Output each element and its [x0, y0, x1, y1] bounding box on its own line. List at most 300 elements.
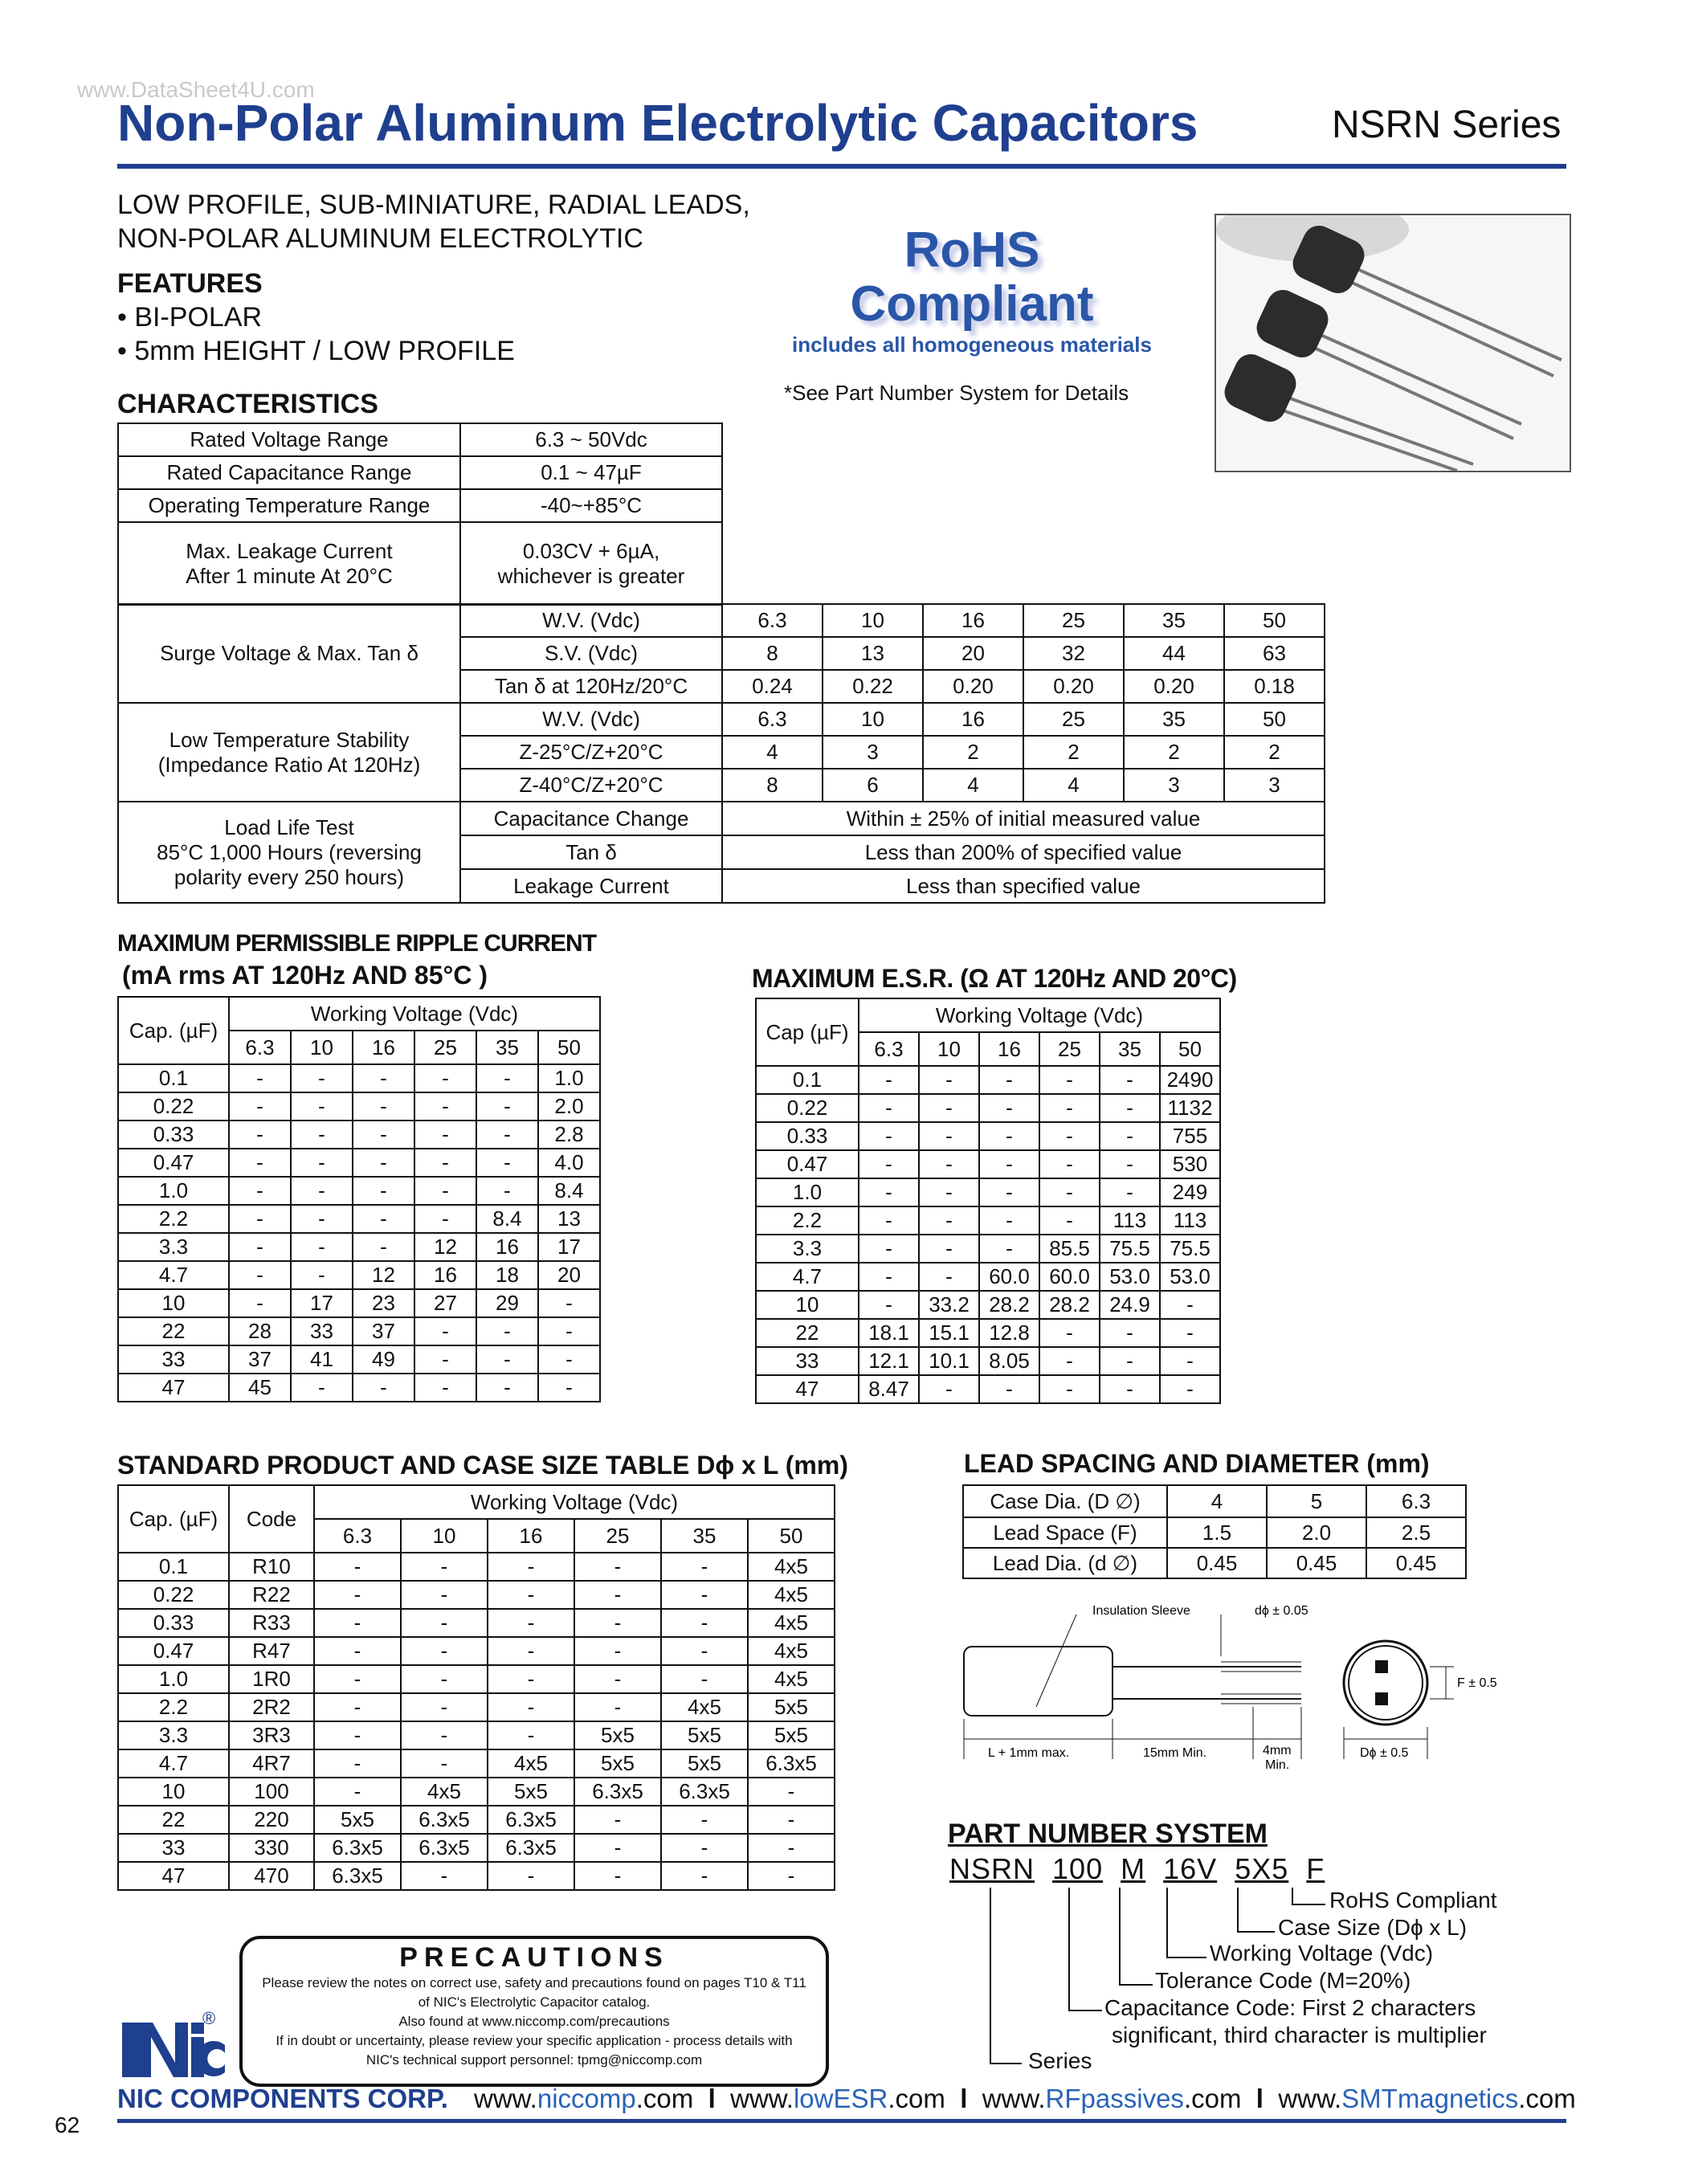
esr-value-cell: - [979, 1094, 1039, 1122]
esr-value-cell: - [979, 1206, 1039, 1235]
surge-sv: 8 [722, 637, 823, 670]
case-cap-cell: 2.2 [118, 1693, 229, 1721]
case-cap-header: Cap. (µF) [118, 1485, 229, 1553]
case-value-cell: 5x5 [574, 1721, 661, 1749]
esr-value-cell: 12.8 [979, 1319, 1039, 1347]
surge-wv: 25 [1023, 604, 1124, 637]
case-value-cell: R47 [229, 1637, 314, 1665]
esr-cap-cell: 0.47 [756, 1150, 859, 1178]
ripple-cap-cell: 0.22 [118, 1092, 229, 1121]
esr-voltage-header: 6.3 [859, 1032, 919, 1066]
case-value-cell: - [488, 1721, 574, 1749]
ripple-value-cell: - [291, 1233, 353, 1261]
pns-label: Case Size (Dϕ x L) [1278, 1915, 1468, 1940]
esr-voltage-header: 50 [1160, 1032, 1220, 1066]
leakage-value [460, 522, 722, 605]
esr-value-cell: 530 [1160, 1150, 1220, 1178]
case-value-cell: 5x5 [661, 1749, 748, 1778]
load-life-label [118, 802, 460, 903]
case-value-cell: - [401, 1862, 488, 1890]
ripple-value-cell: 20 [538, 1261, 600, 1289]
table-row [756, 1347, 1220, 1375]
esr-value-cell: - [919, 1263, 979, 1291]
ripple-value-cell: 29 [476, 1289, 538, 1317]
lead-cell: 5 [1267, 1485, 1366, 1517]
z25-label: Z-25°C/Z+20°C [460, 736, 722, 769]
case-value-cell: 4x5 [748, 1665, 835, 1693]
case-cap-cell: 0.47 [118, 1637, 229, 1665]
case-value-cell: - [661, 1581, 748, 1609]
esr-value-cell: 28.2 [1039, 1291, 1100, 1319]
pns-tol: M [1121, 1852, 1146, 1885]
esr-value-cell: 15.1 [919, 1319, 979, 1347]
table-row [118, 1749, 835, 1778]
table-row [756, 1263, 1220, 1291]
surge-sv: 44 [1124, 637, 1224, 670]
esr-cap-cell: 33 [756, 1347, 859, 1375]
dimension-diagram [956, 1598, 1534, 1783]
table-row [118, 1862, 835, 1890]
case-value-cell: 100 [229, 1778, 314, 1806]
low-temp-wv: 16 [923, 703, 1023, 736]
ripple-value-cell: - [353, 1092, 414, 1121]
case-value-cell: - [401, 1637, 488, 1665]
lead-cell: Lead Dia. (d ∅) [963, 1548, 1167, 1578]
ripple-value-cell: 37 [229, 1345, 291, 1374]
pns-label: RoHS Compliant [1329, 1888, 1497, 1913]
case-value-cell: - [574, 1637, 661, 1665]
esr-value-cell: - [919, 1375, 979, 1403]
esr-value-cell: - [859, 1122, 919, 1150]
ripple-value-cell: - [353, 1121, 414, 1149]
ripple-value-cell: 23 [353, 1289, 414, 1317]
ripple-value-cell: 12 [353, 1261, 414, 1289]
case-cap-cell: 1.0 [118, 1665, 229, 1693]
case-value-cell: - [314, 1553, 401, 1581]
pns-rohs: F [1306, 1852, 1325, 1885]
op-temp-value: -40~+85°C [460, 489, 722, 522]
table-row [118, 1205, 600, 1233]
table-row [118, 1834, 835, 1862]
case-value-cell: - [314, 1749, 401, 1778]
case-value-cell: 3R3 [229, 1721, 314, 1749]
lead-cell: 1.5 [1167, 1517, 1267, 1548]
lead-cell: 0.45 [1267, 1548, 1366, 1578]
surge-wv: 10 [823, 604, 923, 637]
footer-separator: l [960, 2084, 968, 2113]
table-row [118, 1581, 835, 1609]
esr-value-cell: 75.5 [1160, 1235, 1220, 1263]
case-size-heading: STANDARD PRODUCT AND CASE SIZE TABLE Dϕ x L (mm) [117, 1451, 848, 1480]
case-cap-cell: 22 [118, 1806, 229, 1834]
z25: 2 [1023, 736, 1124, 769]
case-voltage-header: 25 [574, 1519, 661, 1553]
esr-table [755, 998, 1221, 1404]
case-value-cell: - [488, 1637, 574, 1665]
footer-link-lowesr[interactable]: www.lowESR.com [730, 2084, 945, 2113]
ripple-cap-header: Cap. (µF) [118, 997, 229, 1064]
case-value-cell: 4x5 [748, 1609, 835, 1637]
ripple-cap-cell: 0.1 [118, 1064, 229, 1092]
case-value-cell: 4R7 [229, 1749, 314, 1778]
case-value-cell: 4x5 [488, 1749, 574, 1778]
case-value-cell: - [314, 1637, 401, 1665]
characteristics-table [117, 423, 723, 606]
case-value-cell: 5x5 [748, 1693, 835, 1721]
ripple-voltage-header: 6.3 [229, 1031, 291, 1064]
ripple-value-cell: - [414, 1345, 476, 1374]
lead-cell: 2.5 [1366, 1517, 1466, 1548]
case-value-cell: 470 [229, 1862, 314, 1890]
table-row [756, 1375, 1220, 1403]
esr-value-cell: - [859, 1291, 919, 1319]
footer-separator: l [1255, 2084, 1264, 2113]
esr-value-cell: - [1100, 1347, 1160, 1375]
pns-cap: 100 [1052, 1852, 1104, 1885]
ripple-value-cell: - [291, 1205, 353, 1233]
ripple-value-cell: 12 [414, 1233, 476, 1261]
ripple-value-cell: 18 [476, 1261, 538, 1289]
load-life-label-3: polarity every 250 hours) [174, 864, 405, 889]
surge-sv: 63 [1224, 637, 1325, 670]
ripple-value-cell: - [353, 1064, 414, 1092]
rated-voltage-label: Rated Voltage Range [118, 423, 460, 456]
lead-cell: 6.3 [1366, 1485, 1466, 1517]
leakage-label-2: After 1 minute At 20°C [186, 563, 393, 588]
case-value-cell: 1R0 [229, 1665, 314, 1693]
ripple-value-cell: - [414, 1177, 476, 1205]
ripple-cap-cell: 22 [118, 1317, 229, 1345]
ripple-value-cell: - [476, 1345, 538, 1374]
footer-separator: l [708, 2084, 716, 2113]
surge-wv: 16 [923, 604, 1023, 637]
case-value-cell: - [401, 1609, 488, 1637]
pns-connector [1166, 1888, 1206, 1958]
esr-value-cell: - [859, 1150, 919, 1178]
low-temp-wv: 10 [823, 703, 923, 736]
surge-tan: 0.20 [1124, 670, 1224, 703]
pns-connector [1068, 1888, 1102, 2011]
ripple-cap-cell: 0.47 [118, 1149, 229, 1177]
pns-label: Series [1028, 2048, 1092, 2073]
pns-label: significant, third character is multiplier [1112, 2023, 1487, 2047]
low-temp-label-1: Low Temperature Stability [169, 727, 410, 752]
esr-value-cell: 28.2 [979, 1291, 1039, 1319]
ripple-value-cell: - [229, 1177, 291, 1205]
case-value-cell: 4x5 [748, 1637, 835, 1665]
case-value-cell: 5x5 [488, 1778, 574, 1806]
case-value-cell: - [314, 1721, 401, 1749]
case-cap-cell: 0.1 [118, 1553, 229, 1581]
footer-link-rfpassives[interactable]: www.RFpassives.com [982, 2084, 1242, 2113]
ripple-value-cell: - [291, 1064, 353, 1092]
ripple-value-cell: 45 [229, 1374, 291, 1402]
case-value-cell: - [748, 1862, 835, 1890]
surge-tan: 0.20 [1023, 670, 1124, 703]
case-value-cell: - [488, 1609, 574, 1637]
ripple-cap-cell: 2.2 [118, 1205, 229, 1233]
table-row [118, 1121, 600, 1149]
leakage-label-1: Max. Leakage Current [186, 538, 393, 563]
case-cap-cell: 33 [118, 1834, 229, 1862]
ripple-heading-2: (mA rms AT 120Hz AND 85°C ) [122, 961, 488, 990]
case-value-cell: 330 [229, 1834, 314, 1862]
lead-cell: 0.45 [1167, 1548, 1267, 1578]
insulation-label: Insulation Sleeve [1092, 1604, 1190, 1618]
precautions-title: PRECAUTIONS [399, 1942, 669, 1973]
intro-line-1: LOW PROFILE, SUB-MINIATURE, RADIAL LEADS, [117, 190, 750, 220]
pns-heading: PART NUMBER SYSTEM [948, 1819, 1268, 1849]
ripple-value-cell: - [538, 1317, 600, 1345]
ripple-value-cell: - [229, 1064, 291, 1092]
table-row [118, 1693, 835, 1721]
esr-value-cell: - [919, 1235, 979, 1263]
load-leak-value: Less than specified value [722, 869, 1325, 903]
esr-value-cell: 75.5 [1100, 1235, 1160, 1263]
ripple-value-cell: - [291, 1374, 353, 1402]
page-number: 62 [55, 2113, 80, 2137]
z40: 3 [1224, 769, 1325, 802]
lead-table [962, 1484, 1467, 1579]
case-value-cell: - [488, 1553, 574, 1581]
precautions-l4: If in doubt or uncertainty, please review your specific application - process details with [276, 2033, 793, 2048]
esr-value-cell: 60.0 [979, 1263, 1039, 1291]
header-rule [117, 164, 1566, 169]
precautions-box [239, 1936, 829, 2087]
z25: 4 [722, 736, 823, 769]
table-row [118, 1637, 835, 1665]
z40-label: Z-40°C/Z+20°C [460, 769, 722, 802]
case-cap-cell: 4.7 [118, 1749, 229, 1778]
ripple-value-cell: - [414, 1205, 476, 1233]
esr-cap-cell: 0.33 [756, 1122, 859, 1150]
z25: 3 [823, 736, 923, 769]
esr-value-cell: - [979, 1122, 1039, 1150]
pns-connector [1237, 1888, 1275, 1933]
esr-value-cell: 24.9 [1100, 1291, 1160, 1319]
pns-series: NSRN [949, 1852, 1035, 1885]
esr-value-cell: - [1039, 1347, 1100, 1375]
table-row [756, 1150, 1220, 1178]
precautions-l1: Please review the notes on correct use, safety and precautions found on pages T10 & T11 [262, 1975, 806, 1990]
esr-value-cell: 113 [1160, 1206, 1220, 1235]
esr-value-cell: 1132 [1160, 1094, 1220, 1122]
rated-cap-value: 0.1 ~ 47µF [460, 456, 722, 489]
esr-value-cell: - [859, 1263, 919, 1291]
case-value-cell: 6.3x5 [401, 1806, 488, 1834]
table-row [118, 1092, 600, 1121]
table-row [118, 1064, 600, 1092]
lead-cell: 4 [1167, 1485, 1267, 1517]
case-value-cell: - [314, 1609, 401, 1637]
case-cap-cell: 0.22 [118, 1581, 229, 1609]
case-value-cell: R10 [229, 1553, 314, 1581]
ripple-value-cell: - [476, 1092, 538, 1121]
esr-value-cell: - [859, 1066, 919, 1094]
l-label: L + 1mm max. [988, 1746, 1070, 1760]
case-voltage-header: 6.3 [314, 1519, 401, 1553]
case-value-cell: - [401, 1581, 488, 1609]
esr-value-cell: - [919, 1066, 979, 1094]
esr-cap-cell: 0.22 [756, 1094, 859, 1122]
ripple-value-cell: 2.8 [538, 1121, 600, 1149]
esr-value-cell: - [979, 1375, 1039, 1403]
features-heading: FEATURES [117, 268, 263, 299]
ripple-value-cell: 27 [414, 1289, 476, 1317]
footer-link-smtmagnetics[interactable]: www.SMTmagnetics.com [1278, 2084, 1576, 2113]
feature-item: • BI-POLAR [117, 302, 263, 333]
ripple-value-cell: - [414, 1317, 476, 1345]
ripple-table [117, 996, 601, 1402]
min4-label: 4mm [1263, 1744, 1292, 1757]
esr-value-cell: 12.1 [859, 1347, 919, 1375]
esr-value-cell: 60.0 [1039, 1263, 1100, 1291]
esr-voltage-header: 35 [1100, 1032, 1160, 1066]
table-row [118, 1233, 600, 1261]
table-row [756, 1319, 1220, 1347]
case-value-cell: 5x5 [661, 1721, 748, 1749]
z40: 4 [923, 769, 1023, 802]
lead-heading: LEAD SPACING AND DIAMETER (mm) [964, 1449, 1430, 1478]
esr-value-cell: 53.0 [1100, 1263, 1160, 1291]
case-value-cell: - [401, 1693, 488, 1721]
characteristics-table-2 [117, 603, 1325, 904]
pns-code [949, 1852, 1325, 1886]
case-value-cell: - [574, 1693, 661, 1721]
case-value-cell: - [748, 1778, 835, 1806]
surge-sv: 32 [1023, 637, 1124, 670]
intro-line-2: NON-POLAR ALUMINUM ELECTROLYTIC [117, 223, 643, 254]
precautions-l2: of NIC's Electrolytic Capacitor catalog. [418, 1994, 651, 2010]
load-tan-value: Less than 200% of specified value [722, 835, 1325, 869]
case-value-cell: - [401, 1721, 488, 1749]
load-leak-label: Leakage Current [460, 869, 722, 903]
case-value-cell: - [314, 1778, 401, 1806]
ripple-value-cell: - [538, 1289, 600, 1317]
case-value-cell: - [488, 1665, 574, 1693]
table-row [756, 1291, 1220, 1319]
case-value-cell: 4x5 [661, 1693, 748, 1721]
esr-value-cell: - [1160, 1375, 1220, 1403]
case-value-cell: 6.3x5 [401, 1834, 488, 1862]
table-row [118, 1261, 600, 1289]
ripple-value-cell: - [353, 1205, 414, 1233]
ripple-value-cell: - [476, 1177, 538, 1205]
surge-tan: 0.20 [923, 670, 1023, 703]
cap-change-label: Capacitance Change [460, 802, 722, 835]
surge-wv: 6.3 [722, 604, 823, 637]
esr-cap-cell: 47 [756, 1375, 859, 1403]
esr-value-cell: - [979, 1150, 1039, 1178]
precautions-l5: NIC's technical support personnel: tpmg@niccomp.com [365, 2052, 703, 2068]
ripple-value-cell: 49 [353, 1345, 414, 1374]
table-row [118, 1317, 600, 1345]
ripple-cap-cell: 47 [118, 1374, 229, 1402]
precautions-l3: Also found at www.niccomp.com/precautions [398, 2014, 670, 2029]
esr-value-cell: - [1039, 1066, 1100, 1094]
z25: 2 [1124, 736, 1224, 769]
esr-value-cell: 33.2 [919, 1291, 979, 1319]
footer-rule [117, 2119, 1566, 2123]
z25: 2 [1224, 736, 1325, 769]
case-value-cell: - [661, 1553, 748, 1581]
esr-value-cell: 2490 [1160, 1066, 1220, 1094]
case-value-cell: - [661, 1806, 748, 1834]
ripple-value-cell: - [291, 1261, 353, 1289]
table-row [756, 1122, 1220, 1150]
capacitor-photo-image [1216, 215, 1570, 471]
esr-value-cell: - [919, 1094, 979, 1122]
surge-wv-label: W.V. (Vdc) [460, 604, 722, 637]
ripple-voltage-header: 16 [353, 1031, 414, 1064]
ripple-value-cell: - [414, 1121, 476, 1149]
ripple-value-cell: - [476, 1064, 538, 1092]
esr-value-cell: - [1039, 1178, 1100, 1206]
z40: 3 [1124, 769, 1224, 802]
esr-value-cell: 18.1 [859, 1319, 919, 1347]
ripple-wv-header: Working Voltage (Vdc) [229, 997, 600, 1031]
case-value-cell: 4x5 [401, 1778, 488, 1806]
esr-value-cell: - [1100, 1178, 1160, 1206]
table-row [118, 1778, 835, 1806]
table-row [118, 1553, 835, 1581]
footer-links [474, 2084, 1576, 2114]
ripple-value-cell: - [353, 1149, 414, 1177]
case-value-cell: 6.3x5 [748, 1749, 835, 1778]
esr-value-cell: - [1160, 1319, 1220, 1347]
case-value-cell: - [574, 1834, 661, 1862]
ripple-value-cell: - [476, 1374, 538, 1402]
esr-cap-cell: 22 [756, 1319, 859, 1347]
case-value-cell: - [314, 1665, 401, 1693]
ripple-value-cell: - [538, 1374, 600, 1402]
cap-change-value: Within ± 25% of initial measured value [722, 802, 1325, 835]
low-temp-wv: 6.3 [722, 703, 823, 736]
esr-cap-cell: 0.1 [756, 1066, 859, 1094]
pns-connector [1292, 1888, 1325, 1905]
characteristics-heading: CHARACTERISTICS [117, 389, 378, 419]
ripple-value-cell: 4.0 [538, 1149, 600, 1177]
ripple-value-cell: - [229, 1233, 291, 1261]
esr-value-cell: 85.5 [1039, 1235, 1100, 1263]
ripple-value-cell: - [229, 1289, 291, 1317]
ripple-cap-cell: 10 [118, 1289, 229, 1317]
footer-link-niccomp[interactable]: www.niccomp.com [474, 2084, 694, 2113]
surge-tan: 0.24 [722, 670, 823, 703]
dphi-label: Dϕ ± 0.5 [1360, 1746, 1409, 1760]
case-voltage-header: 50 [748, 1519, 835, 1553]
lead-len-label: 15mm Min. [1143, 1746, 1207, 1760]
lead-cell: 0.45 [1366, 1548, 1466, 1578]
case-value-cell: 6.3x5 [314, 1862, 401, 1890]
ripple-value-cell: - [291, 1121, 353, 1149]
case-voltage-header: 10 [401, 1519, 488, 1553]
ripple-value-cell: 8.4 [538, 1177, 600, 1205]
lead-cell: Case Dia. (D ∅) [963, 1485, 1167, 1517]
low-temp-label [118, 703, 460, 802]
case-value-cell: 6.3x5 [314, 1834, 401, 1862]
d-tol-label: dϕ ± 0.05 [1255, 1604, 1308, 1618]
case-value-cell: - [314, 1581, 401, 1609]
ripple-value-cell: - [229, 1092, 291, 1121]
table-row [118, 1665, 835, 1693]
esr-value-cell: - [1039, 1319, 1100, 1347]
case-value-cell: - [748, 1806, 835, 1834]
esr-heading: MAXIMUM E.S.R. (Ω AT 120Hz AND 20°C) [752, 964, 1237, 993]
esr-value-cell: - [859, 1094, 919, 1122]
esr-value-cell: - [859, 1178, 919, 1206]
table-row [118, 1374, 600, 1402]
